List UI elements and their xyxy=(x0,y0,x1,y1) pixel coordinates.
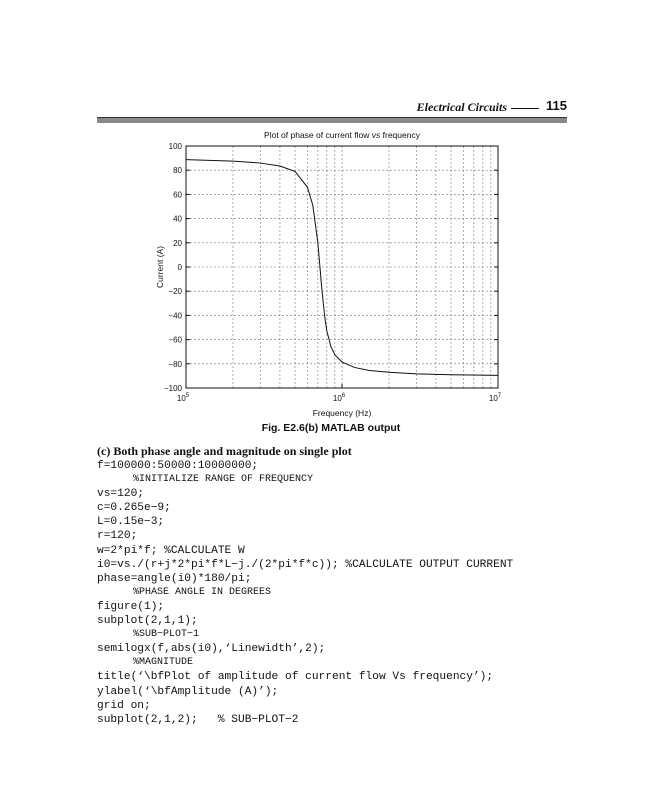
code-line: subplot(2,1,2); % SUB−PLOT−2 xyxy=(97,713,299,726)
x-tick-base: 10 xyxy=(176,394,186,403)
y-tick-label: 20 xyxy=(173,238,182,248)
code-line: %SUB−PLOT−1 xyxy=(133,629,200,641)
code-line: phase=angle(i0)*180/pi; xyxy=(97,572,252,585)
code-line: title(‘\bfPlot of amplitude of current flow Vs frequency’); xyxy=(97,671,494,684)
code-line: %MAGNITUDE xyxy=(133,657,194,669)
x-tick-label xyxy=(489,393,502,403)
y-tick-label: −40 xyxy=(168,311,182,321)
y-axis-label: Current (A) xyxy=(155,245,165,289)
x-axis-ticks xyxy=(177,384,502,403)
chart-title-suffix: frequency xyxy=(380,130,420,140)
x-axis-label: Frequency (Hz) xyxy=(312,408,372,418)
phase-chart xyxy=(140,126,520,420)
code-line: i0=vs./(r+j*2*pi*f*L−j./(2*pi*f*c)); %CALCULATE OUTPUT CURRENT xyxy=(97,558,514,571)
x-tick-exponent: 6 xyxy=(341,393,346,399)
code-line: subplot(2,1,1); xyxy=(97,615,198,628)
y-tick-label: 80 xyxy=(173,166,182,176)
y-tick-label: −20 xyxy=(168,287,182,297)
x-tick-label xyxy=(333,393,346,403)
y-tick-label: 0 xyxy=(177,263,182,272)
y-tick-label: 40 xyxy=(173,214,182,224)
x-tick-exponent: 5 xyxy=(185,393,190,399)
chart-grid xyxy=(186,146,498,388)
y-axis-ticks xyxy=(164,142,498,393)
code-block xyxy=(97,459,577,727)
x-tick-label xyxy=(177,393,190,403)
section-heading: (c) Both phase angle and magnitude on single plot xyxy=(97,444,352,458)
code-line: f=100000:50000:10000000; xyxy=(97,460,259,472)
code-line: %INITIALIZE RANGE OF FREQUENCY xyxy=(133,474,314,486)
code-line: grid on; xyxy=(97,699,151,712)
chart-title xyxy=(264,130,421,140)
code-line: L=0.15e−3; xyxy=(97,516,165,529)
header-dash xyxy=(511,108,539,109)
y-tick-label: −60 xyxy=(168,335,182,345)
header-rule-bar xyxy=(97,118,567,123)
x-tick-base: 10 xyxy=(488,394,498,403)
code-line: vs=120; xyxy=(97,488,144,501)
code-line: semilogx(f,abs(i0),‘Linewidth’,2); xyxy=(97,643,326,656)
code-line: r=120; xyxy=(97,530,138,543)
code-line: figure(1); xyxy=(97,600,165,613)
y-tick-label: −80 xyxy=(168,359,182,369)
page-number: 115 xyxy=(546,98,567,113)
running-title: Electrical Circuits xyxy=(416,100,507,114)
y-tick-label: 100 xyxy=(168,142,182,151)
figure-caption: Fig. E2.6(b) MATLAB output xyxy=(261,422,401,434)
code-line: ylabel(‘\bfAmplitude (A)’); xyxy=(97,685,279,698)
code-line: c=0.265e−9; xyxy=(97,502,171,515)
y-tick-label: −100 xyxy=(163,384,182,393)
chart-title-italic: vs xyxy=(371,130,381,140)
running-header xyxy=(97,98,567,118)
code-line: w=2*pi*f; %CALCULATE W xyxy=(97,544,245,557)
y-tick-label: 60 xyxy=(173,190,182,200)
x-tick-exponent: 7 xyxy=(497,393,502,399)
chart-title-prefix: Plot of phase of current flow xyxy=(264,130,372,140)
code-line: %PHASE ANGLE IN DEGREES xyxy=(133,586,272,598)
x-tick-base: 10 xyxy=(332,394,342,403)
